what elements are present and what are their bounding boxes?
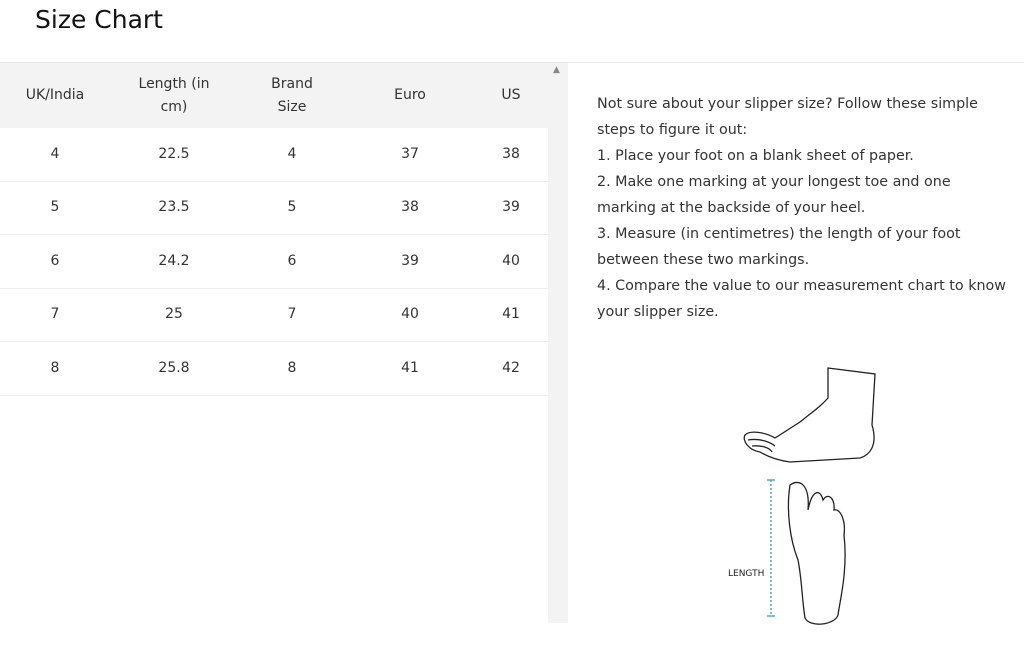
table-row [0,128,548,182]
table-cell: 37 [401,145,419,162]
scroll-up-icon[interactable]: ▲ [553,65,560,75]
table-cell: 23.5 [158,199,190,216]
table-cell: 8 [287,359,297,376]
table-cell: 25 [165,306,183,323]
instruction-line: steps to figure it out: [597,122,748,138]
header-euro: Euro [394,87,426,103]
sole-foot-icon [788,482,845,624]
header-us: US [501,87,521,103]
table-cell: 6 [50,252,60,269]
table-cell: 22.5 [158,145,190,162]
instruction-line: between these two markings. [597,252,810,268]
table-cell: 39 [401,252,419,269]
instruction-line: 3. Measure (in centimetres) the length of your foot [597,226,961,242]
instruction-line: 1. Place your foot on a blank sheet of paper. [597,148,914,164]
table-cell: 5 [50,199,60,216]
header-uk-india: UK/India [25,87,85,103]
foot-measurement-illustration [720,360,900,630]
table-cell: 38 [502,145,520,162]
table-cell: 42 [502,359,520,376]
header-length: Length (in cm) [138,75,210,115]
instruction-line: Not sure about your slipper size? Follow these simple [597,96,978,112]
table-cell: 24.2 [158,252,190,269]
table-cell: 4 [50,145,60,162]
instruction-line: 4. Compare the value to our measurement chart to know [597,278,1006,294]
instruction-line: your slipper size. [597,304,719,320]
table-row [0,289,548,343]
table-cell: 41 [401,359,419,376]
table-row [0,342,548,396]
table-cell: 39 [502,199,520,216]
table-cell: 5 [287,199,297,216]
table-cell: 25.8 [158,359,190,376]
table-cell: 4 [287,145,297,162]
side-foot-icon [744,368,875,462]
table-cell: 7 [50,306,60,323]
instructions [597,91,1022,325]
page-title: Size Chart [35,5,163,34]
table-cell: 38 [401,199,419,216]
table-cell: 40 [502,252,520,269]
table-cell: 8 [50,359,60,376]
table-header [0,63,548,128]
table-cell: 41 [502,306,520,323]
length-label: LENGTH [728,569,765,579]
instruction-line: 2. Make one marking at your longest toe and one [597,174,951,190]
instruction-line: marking at the backside of your heel. [597,200,866,216]
scrollbar[interactable] [548,63,568,623]
table-cell: 40 [401,306,419,323]
table-cell: 7 [287,306,297,323]
table-row [0,235,548,289]
size-table [0,63,548,396]
header-brand-size: Brand Size [271,75,313,115]
table-row [0,182,548,236]
table-cell: 6 [287,252,297,269]
